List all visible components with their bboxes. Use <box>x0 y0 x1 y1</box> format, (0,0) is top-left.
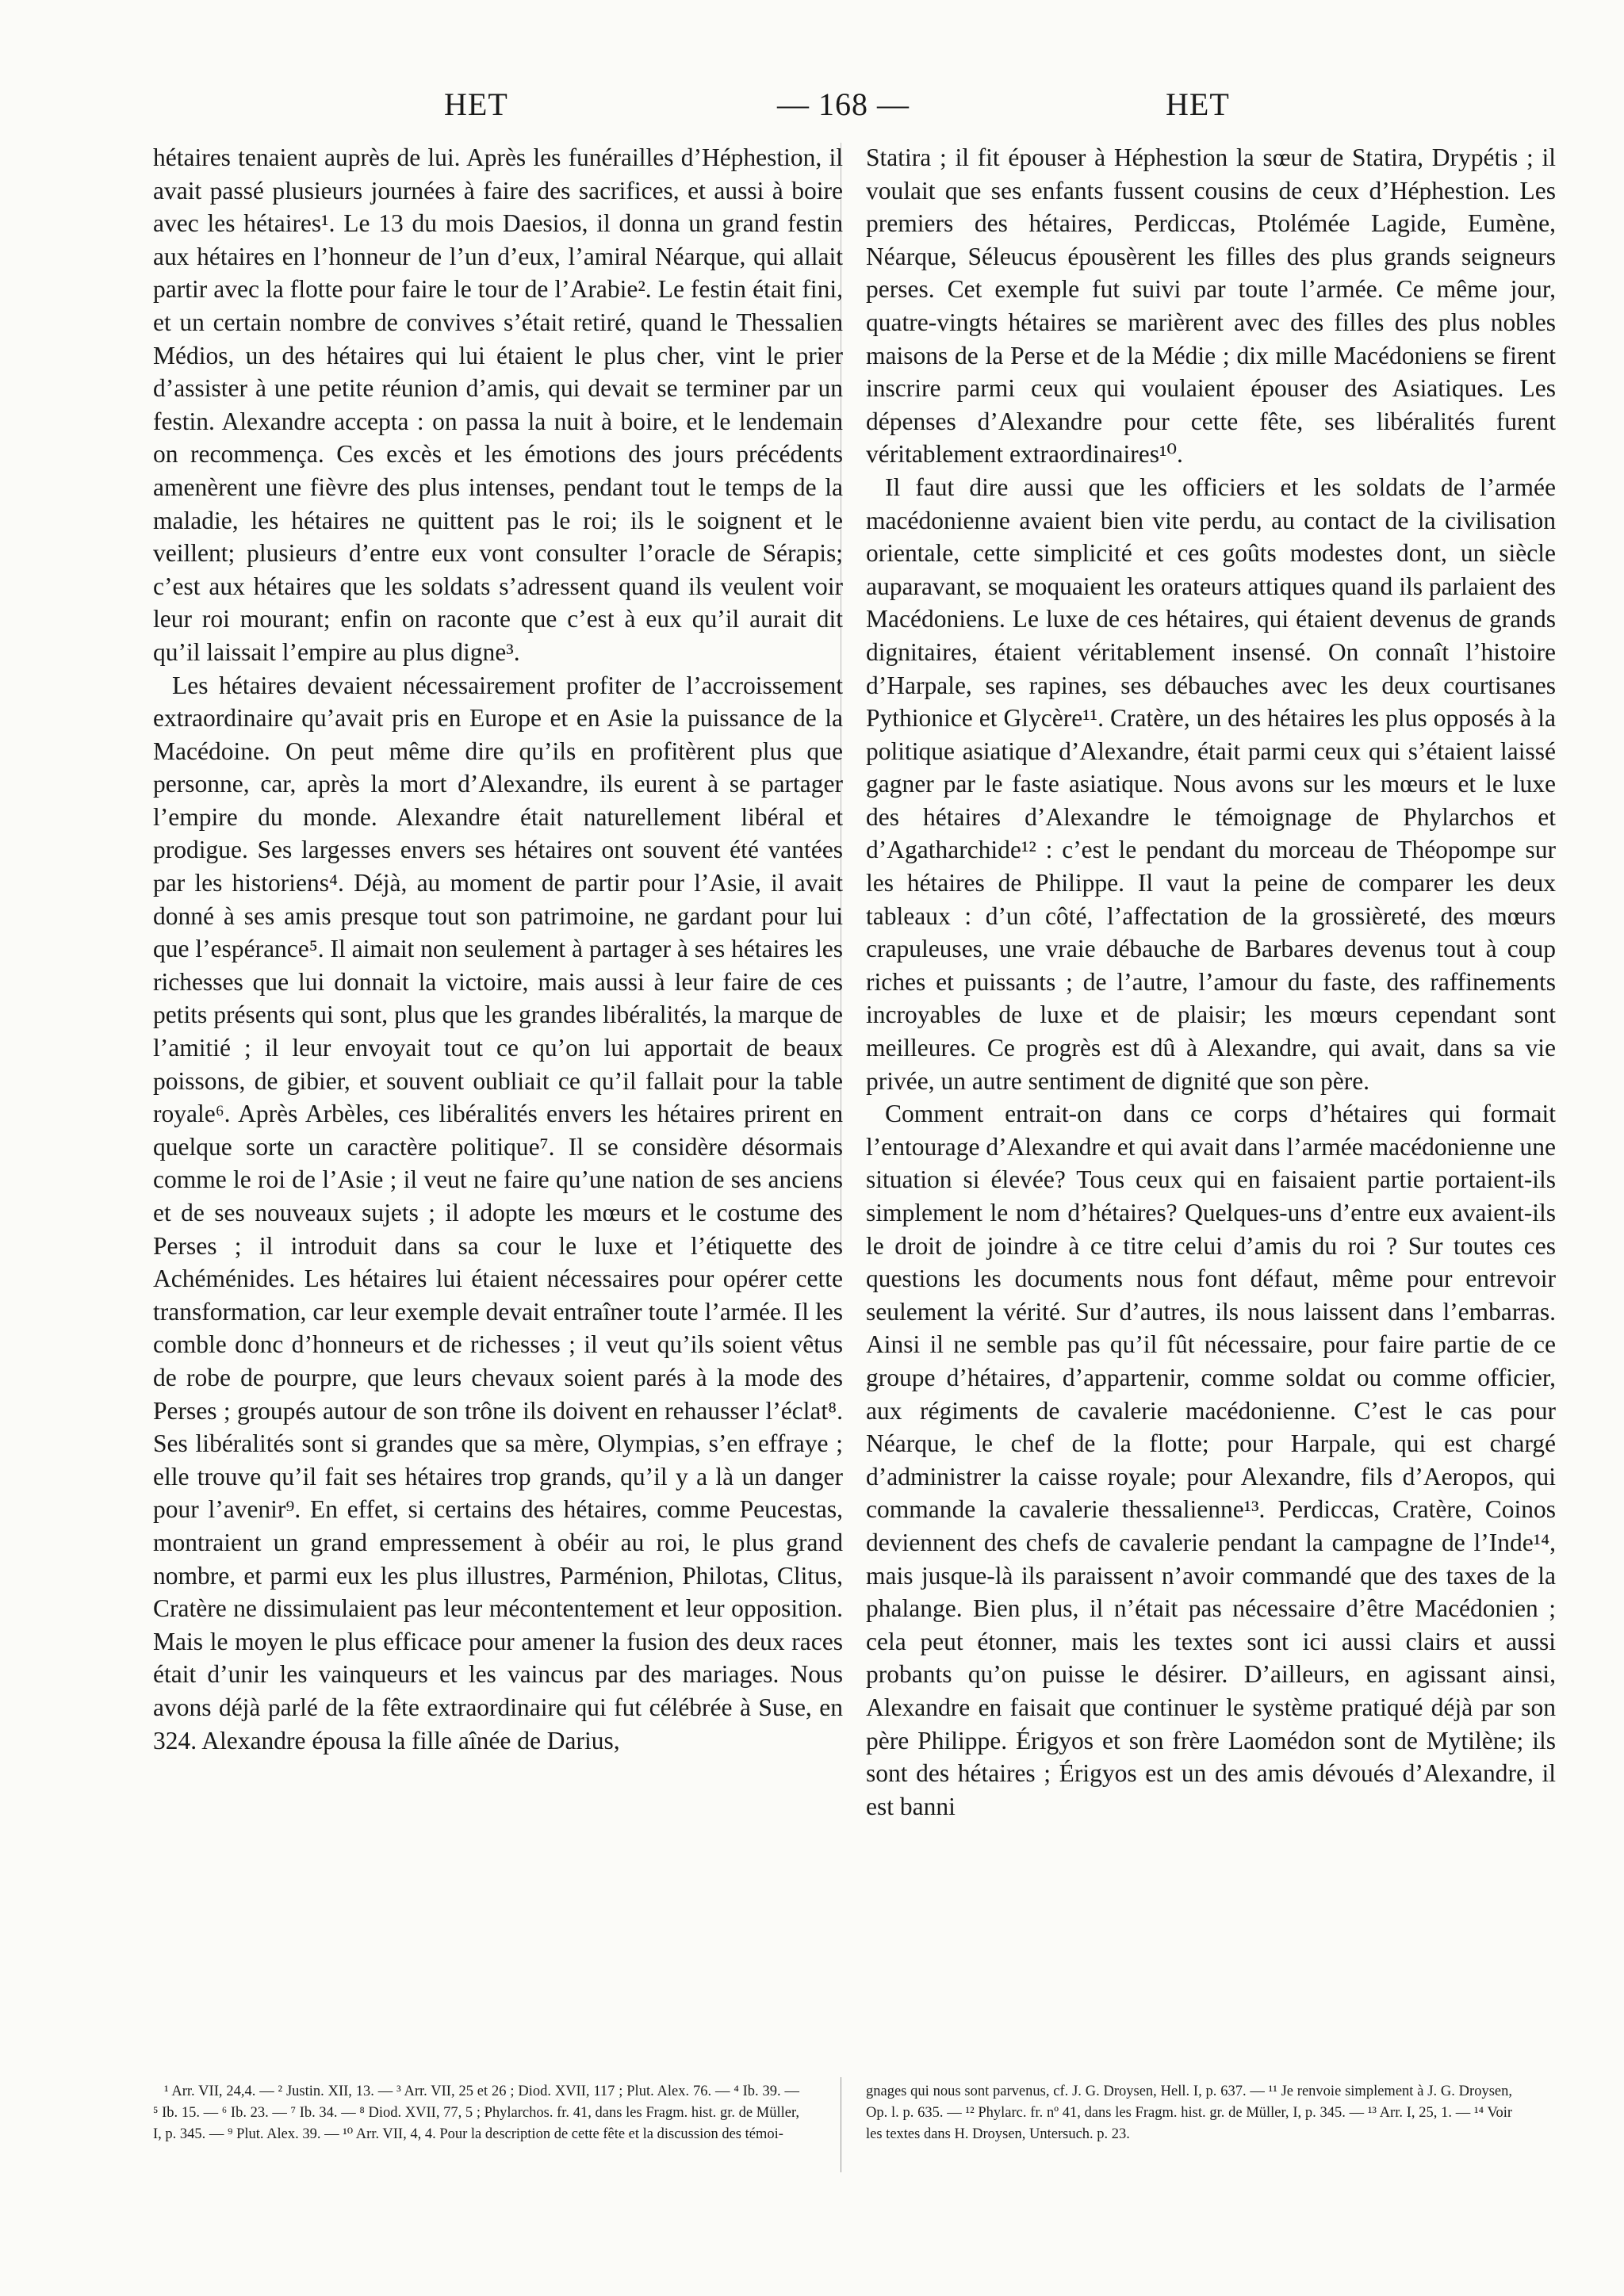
footnote-text: ¹ Arr. VII, 24,4. — ² Justin. XII, 13. — ³ Arr. VII, 25 et 26 ; Diod. XVII, 117 ; Plut. Alex. 76. — ⁴ Ib. 39. — ⁵ Ib. 15. — ⁶ Ib. 23. — ⁷ Ib. 34. — ⁸ Diod. XVII, 77, 5 ; Phylarchos. fr. 41, dans les Fragm. hist. gr. de Müller, I, p. 345. — ⁹ Plut. Alex. 39. — ¹⁰ Arr. VII, 4, 4. Pour la description de cette fête et la discussion des témoi- <box>153 2084 799 2142</box>
footnotes-right <box>866 2081 1512 2145</box>
paragraph: Comment entrait-on dans ce corps d’hétaires qui formait l’entourage d’Alexandre et qui avait dans l’armée macédonienne une situation si élevée? Tous ceux qui en faisaient partie portaient-ils simplement le nom d’hétaires? Quelques-uns d’entre eux avaient-ils le droit de joindre à ce titre celui d’amis du roi ? Sur toutes ces questions les documents nous font défaut, même pour entrevoir seulement la vérité. Sur d’autres, ils nous laissent dans l’embarras. Ainsi il ne semble pas qu’il fût nécessaire, pour faire partie de ce groupe d’hétaires, d’appartenir, comme soldat ou comme officier, aux régiments de cavalerie macédonienne. C’est le cas pour Néarque, le chef de la flotte; pour Harpale, qui est chargé d’administrer la caisse royale; pour Alexandre, fils d’Aeropos, qui commande la cavalerie thessalienne¹³. Perdiccas, Cratère, Coinos deviennent des chefs de cavalerie pendant la campagne de l’Inde¹⁴, mais jusque-là ils paraissent n’avoir commandé que des taxes de la phalange. Bien plus, il n’était pas nécessaire d’être Macédonien ; cela peut étonner, mais les textes sont ici aussi clairs et aussi probants qu’on puisse le désirer. D’ailleurs, en agissant ainsi, Alexandre en faisait que continuer le système pratiqué déjà par son père Philippe. Érigyos et son frère Laomédon sont de Mytilène; ils sont des hétaires ; Érigyos est un des amis dévoués d’Alexandre, il est banni <box>866 1100 1556 1820</box>
running-head-right: HET <box>1166 86 1230 122</box>
footnotes-left <box>153 2081 799 2145</box>
paragraph: Statira ; il fit épouser à Héphestion la sœur de Statira, Drypétis ; il voulait que ses enfants fussent cousins de ceux d’Héphestion. Les premiers des hétaires, Perdiccas, Ptolémée Lagide, Eumène, Néarque, Séleucus épousèrent les filles des plus grands seigneurs perses. Cet exemple fut suivi par toute l’armée. Ce même jour, quatre-vingts hétaires se marièrent avec des filles des plus nobles maisons de la Perse et de la Médie ; dix mille Macédoniens se firent inscrire parmi ceux qui voulaient épouser des Asiatiques. Les dépenses d’Alexandre pour cette fête, ses libéralités furent véritablement extraordinaires¹⁰. <box>866 144 1556 469</box>
running-head-left: HET <box>444 86 508 122</box>
right-column <box>866 141 1556 1823</box>
paragraph: Les hétaires devaient nécessairement profiter de l’accroissement extraordinaire qu’avait pris en Europe et en Asie la puissance de la Macédoine. On peut même dire qu’ils en profitèrent plus que personne, car, après la mort d’Alexandre, ils eurent à se partager l’empire du monde. Alexandre était naturellement libéral et prodigue. Ses largesses envers ses hétaires ont souvent été vantées par les historiens⁴. Déjà, au moment de partir pour l’Asie, il avait donné à ses amis presque tout son patrimoine, ne gardant pour lui que l’espérance⁵. Il aimait non seulement à partager à ses hétaires les richesses que lui donnait la victoire, mais aussi à leur faire de ces petits présents qui sont, plus que les grandes libéralités, la marque de l’amitié ; il leur envoyait tout ce qu’on lui apportait de beaux poissons, de gibier, et souvent oubliait ce qu’il fallait pour la table royale⁶. Après Arbèles, ces libéralités envers les hétaires prirent en quelque sorte un caractère politique⁷. Il se considère désormais comme le roi de l’Asie ; il veut ne faire qu’une nation de ses anciens et de ses nouveaux sujets ; il adopte les mœurs et le costume des Perses ; il introduit dans sa cour le luxe et l’étiquette des Achéménides. Les hétaires lui étaient nécessaires pour opérer cette transformation, car leur exemple devait entraîner toute l’armée. Il les comble donc d’honneurs et de richesses ; il veut qu’ils soient vêtus de robe de pourpre, que leurs chevaux soient parés à la mode des Perses ; groupés autour de son trône ils doivent en rehausser l’éclat⁸. Ses libéralités sont si grandes que sa mère, Olympias, s’en effraye ; elle trouve qu’il fait ses hétaires trop grands, qu’il y a là un danger pour l’avenir⁹. En effet, si certains des hétaires, comme Peucestas, montraient un grand empressement à obéir au roi, le plus grand nombre, et parmi eux les plus illustres, Parménion, Philotas, Clitus, Cratère ne dissimulaient pas leur mécontentement et leur opposition. Mais le moyen le plus efficace pour amener la fusion des deux races était d’unir les vainqueurs et les vaincus par des mariages. Nous avons déjà parlé de la fête extraordinaire qui fut célébrée à Suse, en 324. Alexandre épousa la fille aînée de Darius, <box>153 671 843 1755</box>
footnote-text: gnages qui nous sont parvenus, cf. J. G. Droysen, Hell. I, p. 637. — ¹¹ Je renvoie simplement à J. G. Droysen, Op. l. p. 635. — ¹² Phylarc. fr. nº 41, dans les Fragm. hist. gr. de Müller, I, p. 345. — ¹³ Arr. I, 25, 1. — ¹⁴ Voir les textes dans H. Droysen, Untersuch. p. 23. <box>866 2084 1512 2142</box>
left-column <box>153 141 843 1757</box>
paragraph: Il faut dire aussi que les officiers et les soldats de l’armée macédonienne avaient bien vite perdu, au contact de la civilisation orientale, cette simplicité et ces goûts modestes dont, un siècle auparavant, se moquaient les orateurs attiques quand ils parlaient des Macédoniens. Le luxe de ces hétaires, qui étaient devenus de grands dignitaires, étaient véritablement insensé. On connaît l’histoire d’Harpale, ses rapines, ses débauches avec les deux courtisanes Pythionice et Glycère¹¹. Cratère, un des hétaires les plus opposés à la politique asiatique d’Alexandre, était parmi ceux qui s’étaient laissé gagner par le faste asiatique. Nous avons sur les mœurs et le luxe des hétaires d’Alexandre le témoignage de Phylarchos et d’Agatharchide¹² : c’est le pendant du morceau de Théopompe sur les hétaires de Philippe. Il vaut la peine de comparer les deux tableaux : d’un côté, l’affectation de la grossièreté, des mœurs crapuleuses, une vraie débauche de Barbares devenus tout à coup riches et puissants ; de l’autre, l’amour du faste, des raffinements incroyables de luxe et de plaisir; les mœurs cependant sont meilleures. Ce progrès est dû à Alexandre, qui avait, dans sa vie privée, un autre sentiment de dignité que son père. <box>866 473 1556 1095</box>
page-header <box>0 86 1624 133</box>
paragraph: hétaires tenaient auprès de lui. Après les funérailles d’Héphestion, il avait passé plusieurs journées à faire des sacrifices, et aussi à boire avec les hétaires¹. Le 13 du mois Daesios, il donna un grand festin aux hétaires en l’honneur de l’un d’eux, l’amiral Néarque, qui allait partir avec la flotte pour faire le tour de l’Arabie². Le festin était fini, et un certain nombre de convives s’était retiré, quand le Thessalien Médios, un des hétaires qui lui étaient le plus cher, vint le prier d’assister à une petite réunion d’amis, qui devait se terminer par un festin. Alexandre accepta : on passa la nuit à boire, et le lendemain on recommença. Ces excès et les émotions des jours précédents amenèrent une fièvre des plus intenses, pendant tout le temps de la maladie, les hétaires ne quittent pas le roi; ils le soignent et le veillent; plusieurs d’entre eux vont consulter l’oracle de Sérapis; c’est aux hétaires que les soldats s’adressent quand ils veulent voir leur roi mourant; enfin on raconte que c’est à eux qu’il aurait dit qu’il laissait l’empire au plus digne³. <box>153 144 843 666</box>
page-number: — 168 — <box>777 86 910 122</box>
